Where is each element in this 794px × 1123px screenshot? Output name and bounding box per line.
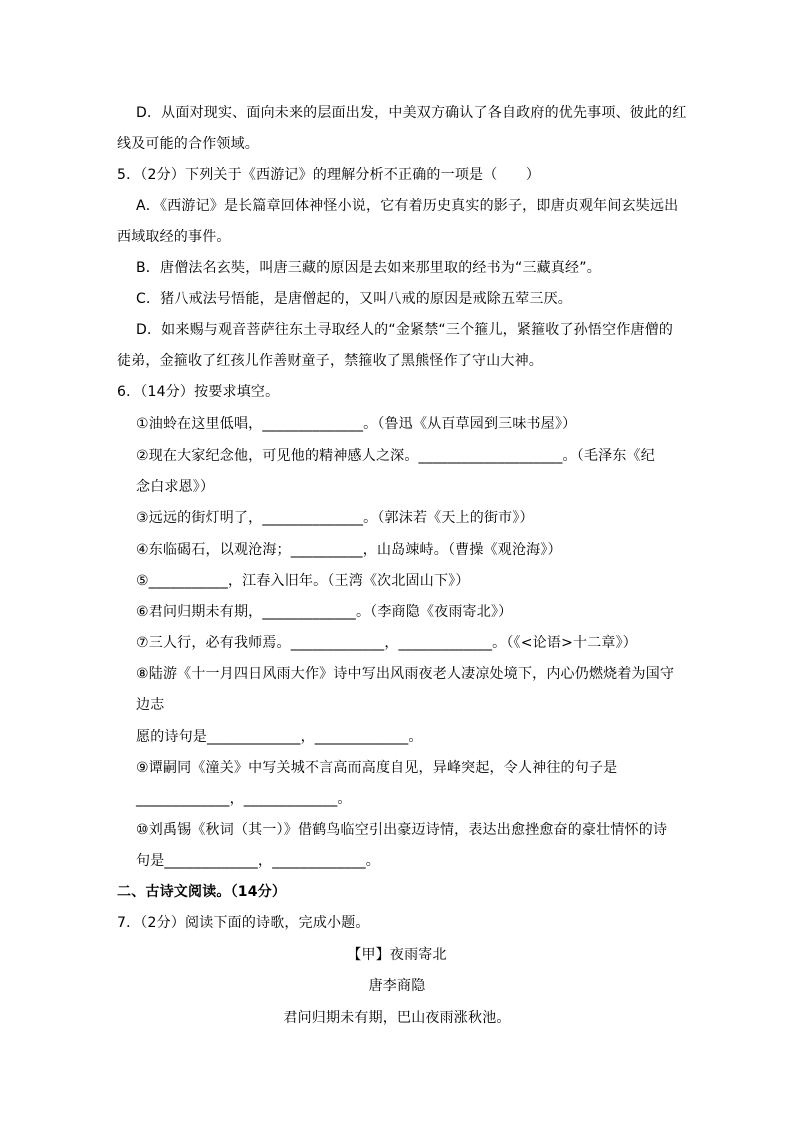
q6-item-5: ⑤___________，江春入旧年。（王湾《次北固山下》） xyxy=(136,573,470,589)
section-2-heading: 二、古诗文阅读。（14分） xyxy=(117,884,287,900)
q5-option-a-line2: 西域取经的事件。 xyxy=(117,229,231,245)
q6-item-8-line2: 边志 xyxy=(136,697,165,713)
q5-option-b: B．唐僧法名玄奘，叫唐三藏的原因是去如来那里取的经书为“三藏真经”。 xyxy=(136,260,601,276)
q7-stem: 7．（2分）阅读下面的诗歌，完成小题。 xyxy=(117,915,370,931)
q5-option-a-line1: A．《西游记》是长篇章回体神怪小说，它有着历史真实的影子，即唐贞观年间玄奘远出 xyxy=(136,198,679,214)
q4-option-d-line2: 线及可能的合作领域。 xyxy=(117,136,259,152)
q6-item-10-line2: 句是_____________，_____________。 xyxy=(136,853,380,869)
q6-item-9-line2: _____________，_____________。 xyxy=(136,791,352,807)
poem-line-1: 君问归期未有期，巴山夜雨涨秋池。 xyxy=(283,1010,511,1026)
q5-option-c: C．猪八戒法号悟能，是唐僧起的，又叫八戒的原因是戒除五荤三厌。 xyxy=(136,291,572,307)
q6-stem: 6．（14分）按要求填空。 xyxy=(117,384,280,400)
q6-item-2-line2: 念白求恩》） xyxy=(136,479,215,495)
q5-option-d-line1: D．如来赐与观音菩萨往东土寻取经人的“金紧禁“三个箍儿，紧箍收了孙悟空作唐僧的 xyxy=(136,322,674,338)
q6-item-8-line3: 愿的诗句是_____________，_____________。 xyxy=(136,729,423,745)
q5-option-d-line2: 徒弟，金箍收了红孩儿作善财童子，禁箍收了黑熊怪作了守山大神。 xyxy=(117,353,543,369)
q6-item-1: ①油蛉在这里低唱，______________。（鲁迅《从百草园到三味书屋》） xyxy=(136,416,577,432)
q4-option-d-line1: D．从面对现实、面向未来的层面出发，中美双方确认了各自政府的优先事项、彼此的红 xyxy=(136,105,687,121)
q6-item-3: ③远远的街灯明了，______________。（郭沫若《天上的街市》） xyxy=(136,510,534,526)
q6-item-6: ⑥君问归期未有期，_____________。（李商隐《夜雨寄北》） xyxy=(136,604,513,620)
q6-item-7: ⑦三人行，必有我师焉。_____________，_____________。（《<论语>十二章》） xyxy=(136,635,638,651)
poem-author: 唐李商隐 xyxy=(368,978,426,994)
q6-item-10-line1: ⑩刘禹锡《秋词（其一）》借鹤鸟临空引出豪迈诗情，表达出愈挫愈奋的豪壮情怀的诗 xyxy=(136,822,668,838)
q6-item-4: ④东临碣石，以观沧海；__________，山岛竦峙。（曹操《观沧海》） xyxy=(136,542,562,558)
q5-stem: 5．（2分）下列关于《西游记》的理解分析不正确的一项是（ ） xyxy=(117,167,541,183)
poem-title: 【甲】夜雨寄北 xyxy=(347,947,447,963)
q6-item-9-line1: ⑨谭嗣同《潼关》中写关城不言高而高度自见，异峰突起，令人神往的句子是 xyxy=(136,760,618,776)
q6-item-8-line1: ⑧陆游《十一月四日风雨大作》诗中写出风雨夜老人凄凉处境下，内心仍燃烧着为国守 xyxy=(136,666,675,682)
q6-item-2-line1: ②现在大家纪念他，可见他的精神感人之深。____________________。（毛泽东《纪 xyxy=(136,448,655,464)
